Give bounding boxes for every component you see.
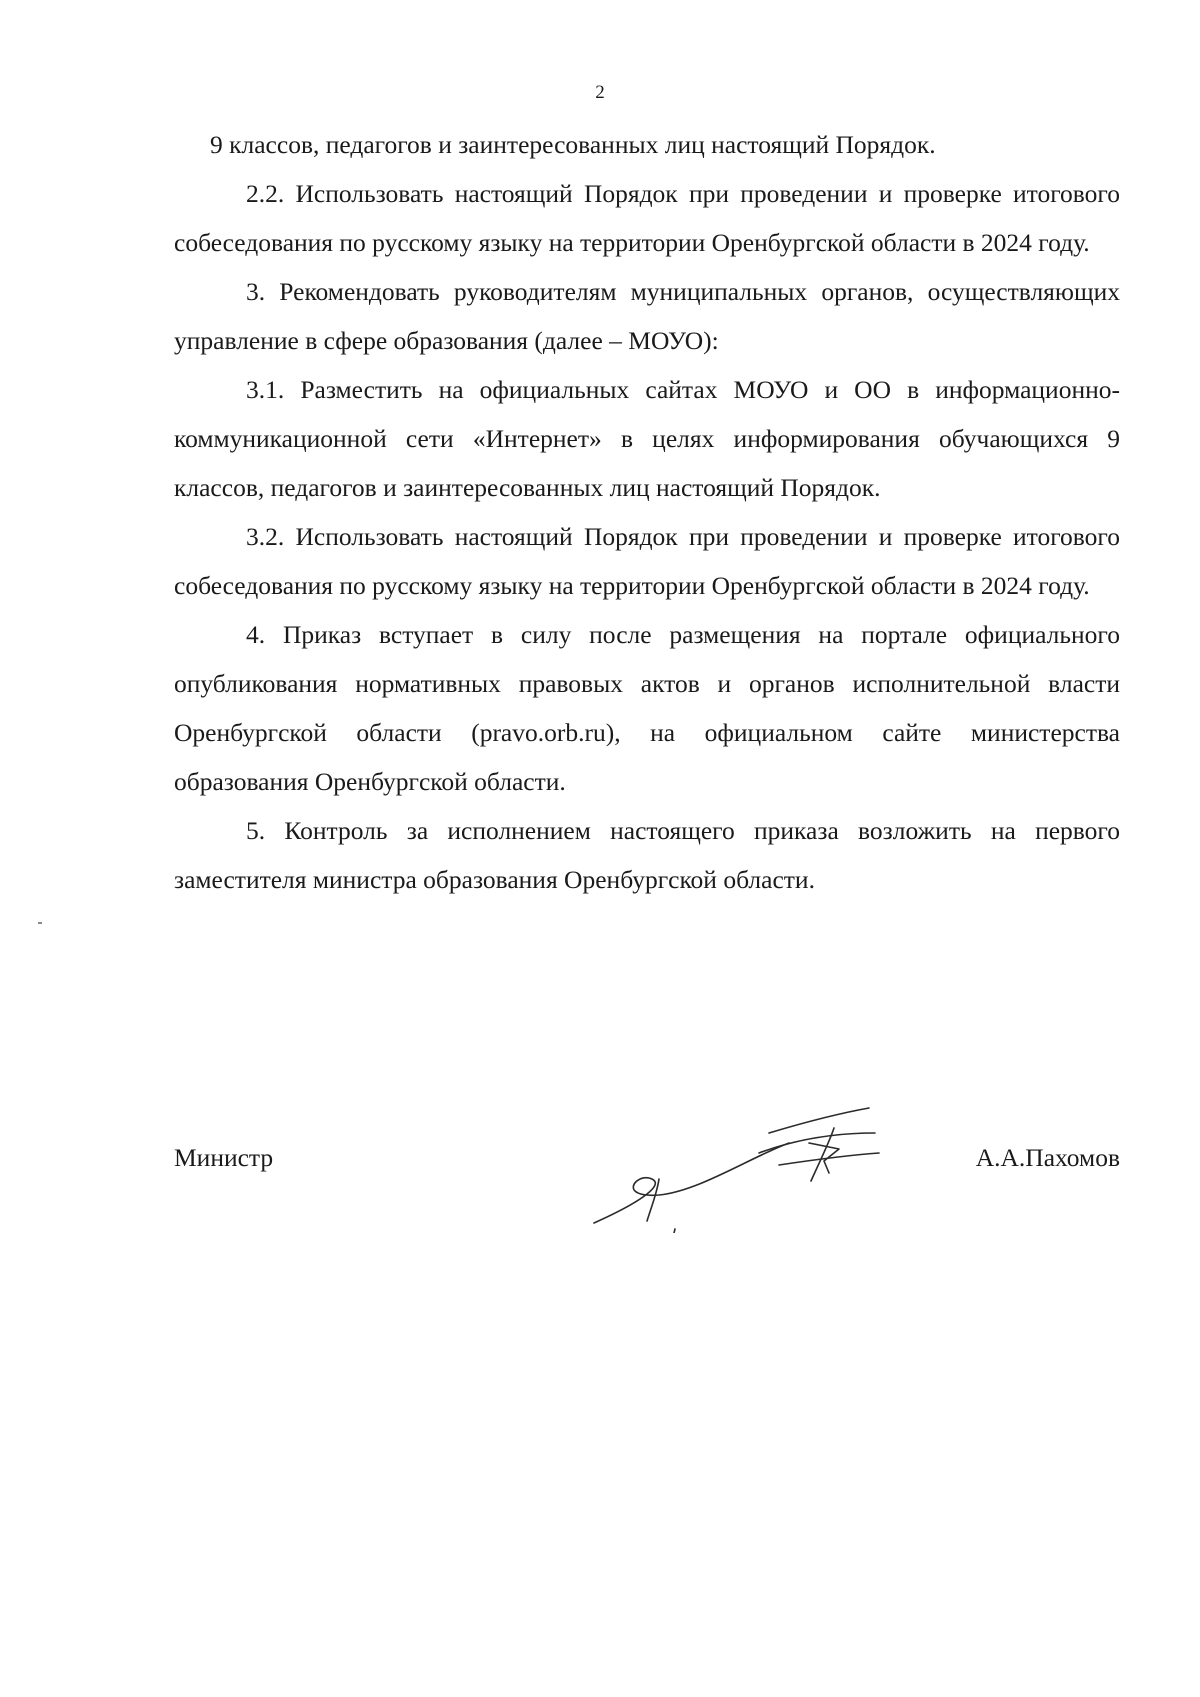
signatory-title: Министр	[174, 1143, 274, 1172]
paragraph-continuation: 9 классов, педагогов и заинтересованных лиц настоящий Порядок.	[210, 130, 936, 159]
handwritten-signature	[579, 1083, 899, 1233]
paragraph-2-2: 2.2. Использовать настоящий Порядок при проведении и проверке итогового собеседования по русскому языку на территории Оренбургской области в 2024 году.	[174, 179, 1120, 257]
paragraph-5: 5. Контроль за исполнением настоящего приказа возложить на первого заместителя министра образования Оренбургской области.	[174, 816, 1120, 894]
paragraph-4: 4. Приказ вступает в силу после размещения на портале официального опубликования нормативных правовых актов и органов исполнительной власти Оренбургской области (pravo.orb.ru), на официальном сайте министерства образования Оренбургской области.	[174, 620, 1120, 796]
document-body	[174, 120, 1120, 904]
page-number: 2	[595, 82, 605, 103]
signature-block	[174, 1143, 1120, 1243]
signatory-name: А.А.Пахомов	[975, 1143, 1120, 1172]
paragraph-3: 3. Рекомендовать руководителям муниципальных органов, осуществляющих управление в сфере образования (далее – МОУО):	[174, 277, 1120, 355]
paragraph-3-2: 3.2. Использовать настоящий Порядок при проведении и проверке итогового собеседования по русскому языку на территории Оренбургской области в 2024 году.	[174, 522, 1120, 600]
scan-artifact	[38, 922, 42, 924]
paragraph-3-1: 3.1. Разместить на официальных сайтах МОУО и ОО в информационно-коммуникационной сети «Интернет» в целях информирования обучающихся 9 классов, педагогов и заинтересованных лиц настоящий Порядок.	[174, 375, 1120, 502]
